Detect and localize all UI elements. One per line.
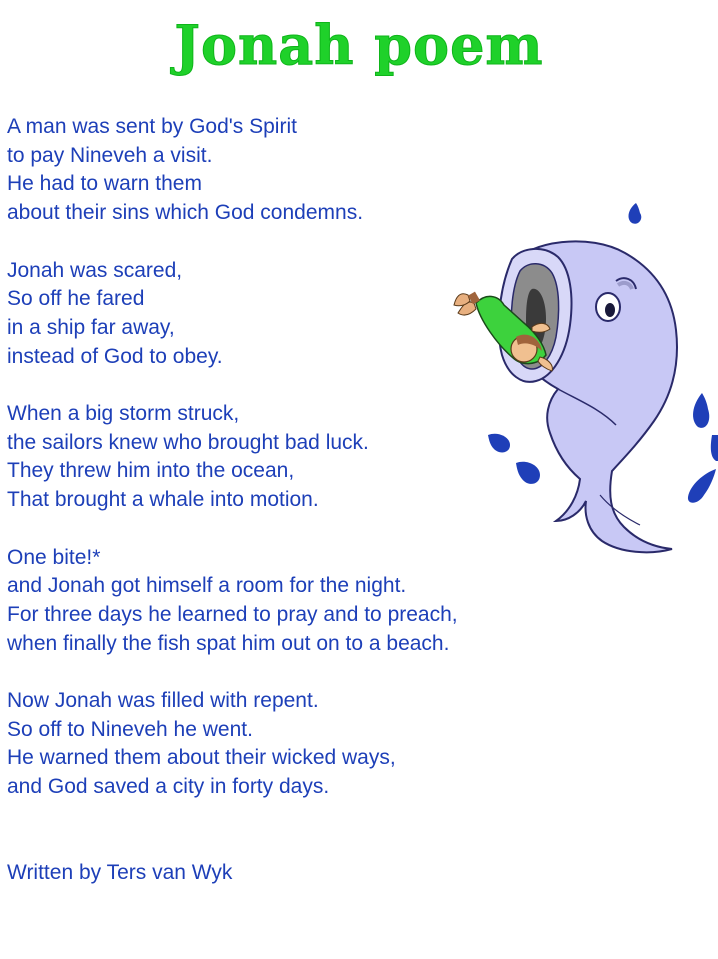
poem-line: He warned them about their wicked ways, [7,746,396,770]
poem-line: That brought a whale into motion. [7,488,319,512]
poem-stanza [7,687,567,802]
water-drop-icon [488,434,510,453]
poem-line: and Jonah got himself a room for the night. [7,574,407,598]
water-drop-icon [688,469,716,503]
whale-swallowing-jonah-icon [440,195,718,555]
water-drop-icon [516,462,540,484]
poem-line: instead of God to obey. [7,344,223,368]
poem-line: So off to Nineveh he went. [7,717,253,741]
poem-line: when finally the fish spat him out on to a beach. [7,631,450,655]
poem-line: He had to warn them [7,172,202,196]
poem-line: and God saved a city in forty days. [7,775,330,799]
poem-line: the sailors knew who brought bad luck. [7,430,369,454]
poem-line: Now Jonah was filled with repent. [7,689,319,712]
poem-line: One bite!* [7,545,101,569]
water-drop-icon [629,203,642,224]
poem-line: For three days he learned to pray and to preach, [7,602,458,626]
poem-line: in a ship far away, [7,315,175,339]
poem-line: When a big storm struck, [7,402,240,425]
poem-line: They threw him into the ocean, [7,459,295,483]
water-drop-icon [693,393,709,428]
poem-line: Jonah was scared, [7,258,183,282]
poem-line: about their sins which God condemns. [7,201,364,225]
poem-line: So off he fared [7,287,145,311]
water-drop-icon [711,435,718,461]
poem-stanza [7,544,567,659]
author-credit: Written by Ters van Wyk [7,861,233,884]
poem-line: A man was sent by God's Spirit [7,115,297,138]
page-title: Jonah poem [174,13,544,77]
poem-line: to pay Nineveh a visit. [7,143,213,167]
